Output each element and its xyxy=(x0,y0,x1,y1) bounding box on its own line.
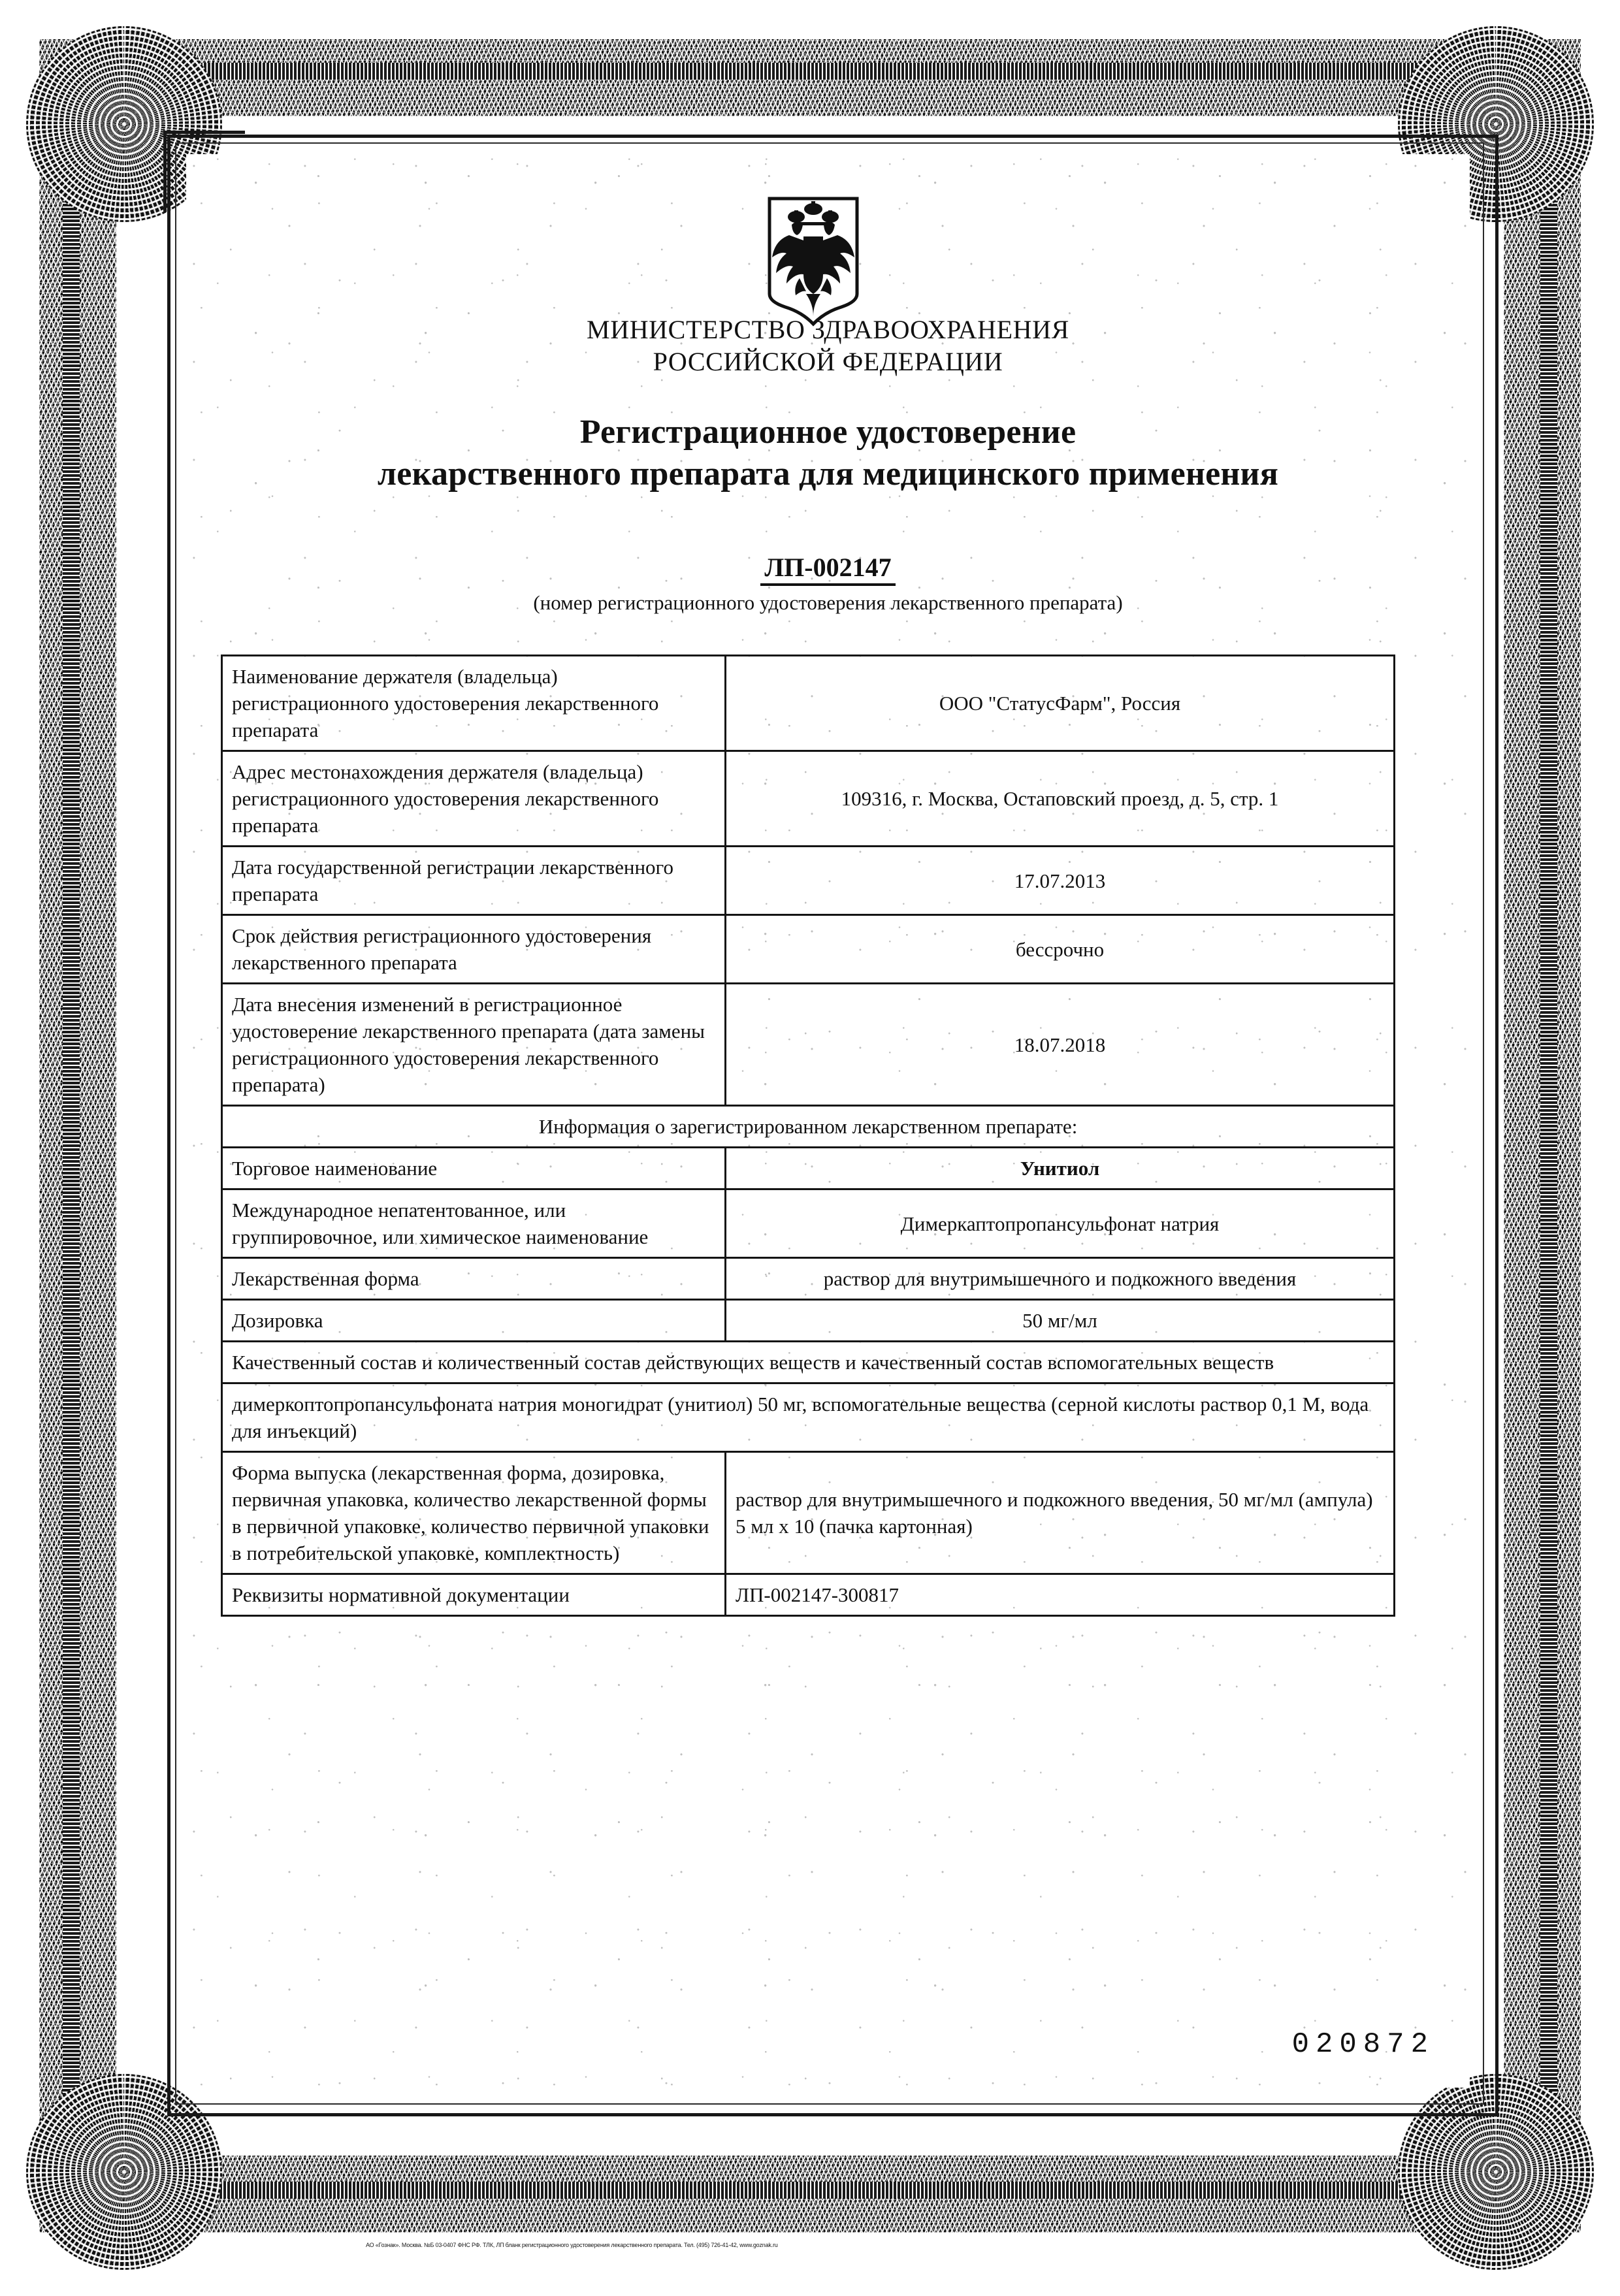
registration-number-value: ЛП-002147 xyxy=(760,553,895,586)
row-label-dosage: Дозировка xyxy=(222,1300,726,1342)
table-row xyxy=(222,751,1395,847)
row-value-registration-date: 17.07.2013 xyxy=(726,847,1395,915)
frame-inner-rule-left xyxy=(63,116,80,2148)
table-row xyxy=(222,1574,1395,1616)
row-value-normative-docs: ЛП-002147-300817 xyxy=(726,1574,1395,1616)
row-value-holder-address: 109316, г. Москва, Остаповский проезд, д. 5, стр. 1 xyxy=(726,751,1395,847)
table-row xyxy=(222,984,1395,1106)
page-title-line-1: Регистрационное удостоверение xyxy=(579,413,1077,451)
row-value-validity-period: бессрочно xyxy=(726,915,1395,984)
frame-inner-rule-top xyxy=(116,63,1504,80)
row-label-holder-name: Наименование держателя (владельца) регистрационного удостоверения лекарственного препарата xyxy=(222,656,726,751)
ministry-line-1: МИНИСТЕРСТВО ЗДРАВООХРАНЕНИЯ xyxy=(587,315,1069,344)
row-label-trade-name: Торговое наименование xyxy=(222,1148,726,1189)
ministry-heading xyxy=(186,314,1470,378)
section-header-composition: Качественный состав и количественный состав действующих веществ и качественный состав вспомогательных веществ xyxy=(222,1342,1395,1383)
ministry-line-2: РОССИЙСКОЙ ФЕДЕРАЦИИ xyxy=(653,347,1003,376)
table-section-header-row xyxy=(222,1342,1395,1383)
row-value-dosage-form: раствор для внутримышечного и подкожного введения xyxy=(726,1258,1395,1300)
row-value-dosage: 50 мг/мл xyxy=(726,1300,1395,1342)
row-label-holder-address: Адрес местонахождения держателя (владельца) регистрационного удостоверения лекарственного препарата xyxy=(222,751,726,847)
row-value-trade-name: Унитиол xyxy=(726,1148,1395,1189)
frame-inner-rule-right xyxy=(1540,116,1557,2148)
page-title-line-2: лекарственного препарата для медицинского применения xyxy=(377,455,1279,493)
table-row xyxy=(222,1452,1395,1574)
registration-details-table xyxy=(221,655,1395,1617)
row-label-release-form: Форма выпуска (лекарственная форма, дозировка, первичная упаковка, количество лекарственной формы в первичной упаковке, количество первичной упаковки в потребительской упаковке, комплектность) xyxy=(222,1452,726,1574)
row-label-inn: Международное непатентованное, или группировочное, или химическое наименование xyxy=(222,1189,726,1258)
table-row xyxy=(222,1300,1395,1342)
table-row xyxy=(222,847,1395,915)
row-value-holder-name: ООО "СтатусФарм", Россия xyxy=(726,656,1395,751)
serial-number: 020872 xyxy=(1291,2028,1434,2061)
security-microtext: АО «Гознак». Москва. №Б 03-0407 ФНС РФ. ТЛК, ЛП бланк регистрационного удостоверения лекарственного препарата. Тел. (495) 726-41-42, www.goznak.ru xyxy=(366,2242,778,2248)
composition-text: димеркоптопропансульфоната натрия моногидрат (унитиол) 50 мг, вспомогательные вещества (серной кислоты раствор 0,1 М, вода для инъекций) xyxy=(222,1383,1395,1452)
row-value-release-form: раствор для внутримышечного и подкожного введения, 50 мг/мл (ампула) 5 мл х 10 (пачка картонная) xyxy=(726,1452,1395,1574)
row-value-inn: Димеркаптопропансульфонат натрия xyxy=(726,1189,1395,1258)
table-row xyxy=(222,1189,1395,1258)
registration-number xyxy=(186,552,1470,583)
row-label-normative-docs: Реквизиты нормативной документации xyxy=(222,1574,726,1616)
table-row xyxy=(222,656,1395,751)
page-title xyxy=(186,412,1470,495)
table-row xyxy=(222,1148,1395,1189)
row-label-registration-date: Дата государственной регистрации лекарственного препарата xyxy=(222,847,726,915)
row-value-amendment-date: 18.07.2018 xyxy=(726,984,1395,1106)
table-row xyxy=(222,1258,1395,1300)
row-label-validity-period: Срок действия регистрационного удостоверения лекарственного препарата xyxy=(222,915,726,984)
registration-number-caption: (номер регистрационного удостоверения лекарственного препарата) xyxy=(533,591,1123,614)
russian-coat-of-arms-icon xyxy=(766,196,861,327)
table-row xyxy=(222,1383,1395,1452)
row-label-dosage-form: Лекарственная форма xyxy=(222,1258,726,1300)
row-label-amendment-date: Дата внесения изменений в регистрационное удостоверение лекарственного препарата (дата замены регистрационного удостоверения лекарственного препарата) xyxy=(222,984,726,1106)
frame-inner-rule-bottom xyxy=(116,2182,1504,2199)
table-row xyxy=(222,915,1395,984)
table-section-header-row xyxy=(222,1106,1395,1148)
section-header-product-info: Информация о зарегистрированном лекарственном препарате: xyxy=(222,1106,1395,1148)
